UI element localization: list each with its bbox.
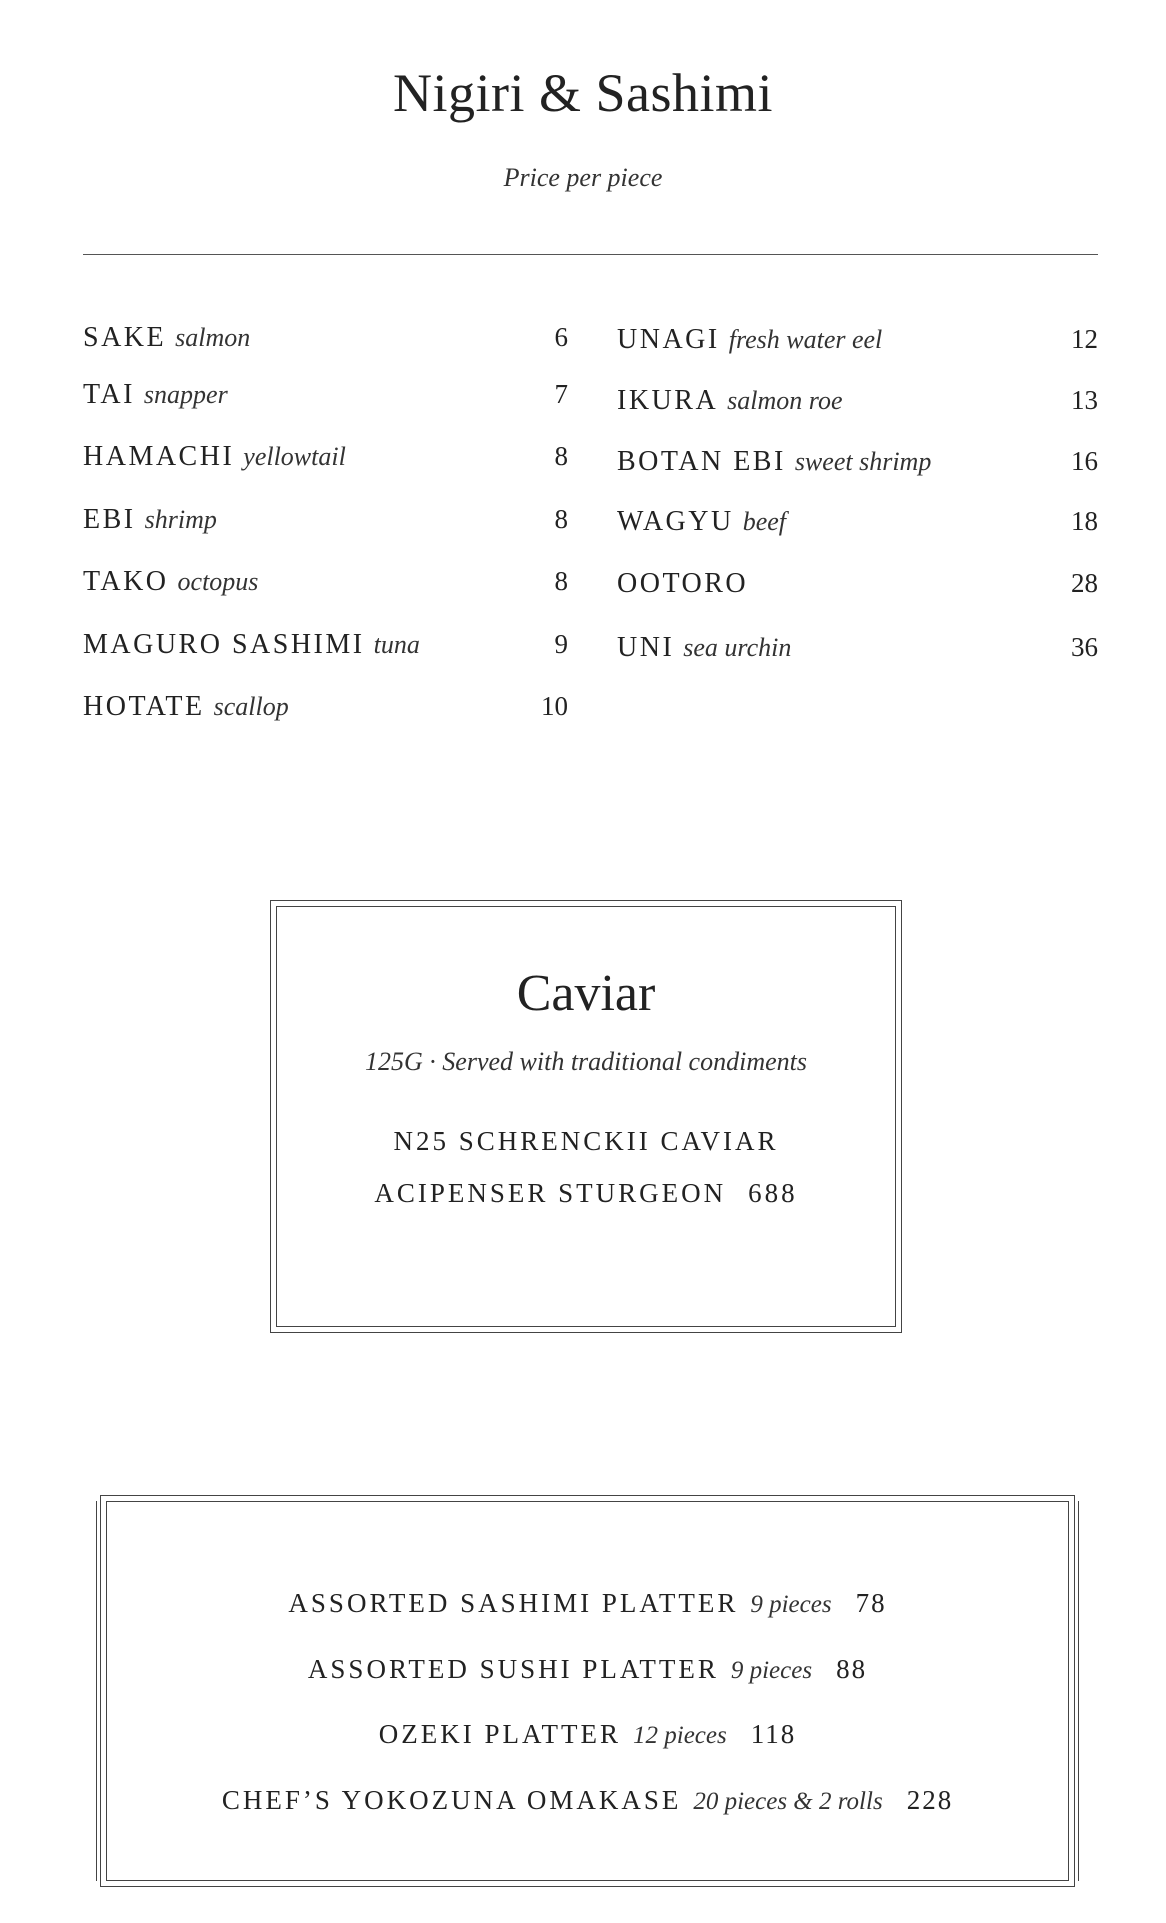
menu-item	[83, 629, 568, 669]
item-price: 13	[1071, 385, 1098, 415]
item-description: snapper	[143, 380, 228, 409]
platter-item	[101, 1588, 1074, 1619]
platter-item	[101, 1785, 1074, 1816]
item-price: 12	[1071, 324, 1098, 354]
caviar-box	[270, 900, 902, 1333]
menu-item	[617, 506, 1098, 546]
item-price: 18	[1071, 506, 1098, 536]
platter-box	[100, 1495, 1075, 1887]
menu-item	[617, 385, 1098, 425]
item-description: salmon	[175, 323, 251, 352]
platter-name: CHEF’S YOKOZUNA OMAKASE	[221, 1785, 682, 1815]
menu-item	[617, 324, 1098, 364]
platter-price: 88	[836, 1654, 868, 1684]
menu-item	[617, 446, 1098, 486]
platter-pieces: 20 pieces & 2 rolls	[693, 1788, 883, 1815]
menu-item	[83, 379, 568, 419]
item-description: tuna	[373, 630, 420, 659]
platter-name: ASSORTED SASHIMI PLATTER	[288, 1588, 739, 1618]
item-name: OOTORO	[617, 568, 749, 599]
item-price: 6	[554, 322, 568, 352]
item-price: 9	[554, 629, 568, 659]
caviar-variety: ACIPENSER STURGEON	[374, 1178, 727, 1208]
item-price: 10	[541, 691, 568, 721]
platter-price: 78	[855, 1588, 887, 1618]
menu-item	[83, 566, 568, 606]
menu-item	[617, 568, 1098, 608]
platter-pieces: 9 pieces	[730, 1657, 813, 1684]
item-price: 8	[554, 566, 568, 596]
caviar-subtitle: 125G · Served with traditional condiments	[365, 1047, 807, 1076]
page-subtitle: Price per piece	[503, 163, 663, 192]
item-price: 28	[1071, 568, 1098, 598]
platter-item	[101, 1654, 1074, 1685]
item-name: MAGURO SASHIMI	[83, 629, 365, 660]
divider	[83, 254, 1098, 255]
item-description: shrimp	[144, 505, 217, 534]
item-name: HAMACHI	[83, 441, 235, 472]
caviar-price: 688	[748, 1178, 798, 1208]
platter-name: ASSORTED SUSHI PLATTER	[307, 1654, 719, 1684]
caviar-variety-row	[271, 1178, 901, 1209]
item-name: SAKE	[83, 322, 167, 353]
menu-item	[83, 504, 568, 544]
platter-pieces: 12 pieces	[633, 1722, 727, 1749]
item-name: IKURA	[617, 385, 719, 416]
menu-item	[83, 322, 568, 362]
item-price: 36	[1071, 632, 1098, 662]
item-name: HOTATE	[83, 691, 205, 722]
item-description: beef	[742, 507, 787, 536]
platter-name: OZEKI PLATTER	[378, 1719, 621, 1749]
item-name: WAGYU	[617, 506, 734, 537]
item-price: 8	[554, 504, 568, 534]
item-description: sweet shrimp	[794, 447, 932, 476]
platter-price: 118	[750, 1719, 797, 1749]
item-description: sea urchin	[683, 633, 792, 662]
item-price: 8	[554, 441, 568, 471]
item-description: yellowtail	[243, 442, 346, 471]
item-name: EBI	[83, 504, 136, 535]
item-price: 16	[1071, 446, 1098, 476]
menu-item	[83, 441, 568, 481]
item-name: TAI	[83, 379, 135, 410]
item-description: salmon roe	[727, 386, 843, 415]
platter-pieces: 9 pieces	[750, 1591, 832, 1618]
item-name: BOTAN EBI	[617, 446, 786, 477]
platter-price: 228	[906, 1785, 954, 1815]
menu-item	[617, 632, 1098, 672]
caviar-title: Caviar	[516, 965, 656, 1022]
page-title: Nigiri & Sashimi	[392, 63, 773, 123]
platter-item	[101, 1719, 1074, 1750]
item-description: octopus	[177, 567, 259, 596]
caviar-name: N25 SCHRENCKII CAVIAR	[393, 1126, 779, 1156]
item-description: scallop	[213, 692, 289, 721]
item-name: UNAGI	[617, 324, 720, 355]
menu-item	[83, 691, 568, 731]
item-description: fresh water eel	[728, 325, 883, 354]
item-price: 7	[554, 379, 568, 409]
item-name: TAKO	[83, 566, 169, 597]
item-name: UNI	[617, 632, 675, 663]
